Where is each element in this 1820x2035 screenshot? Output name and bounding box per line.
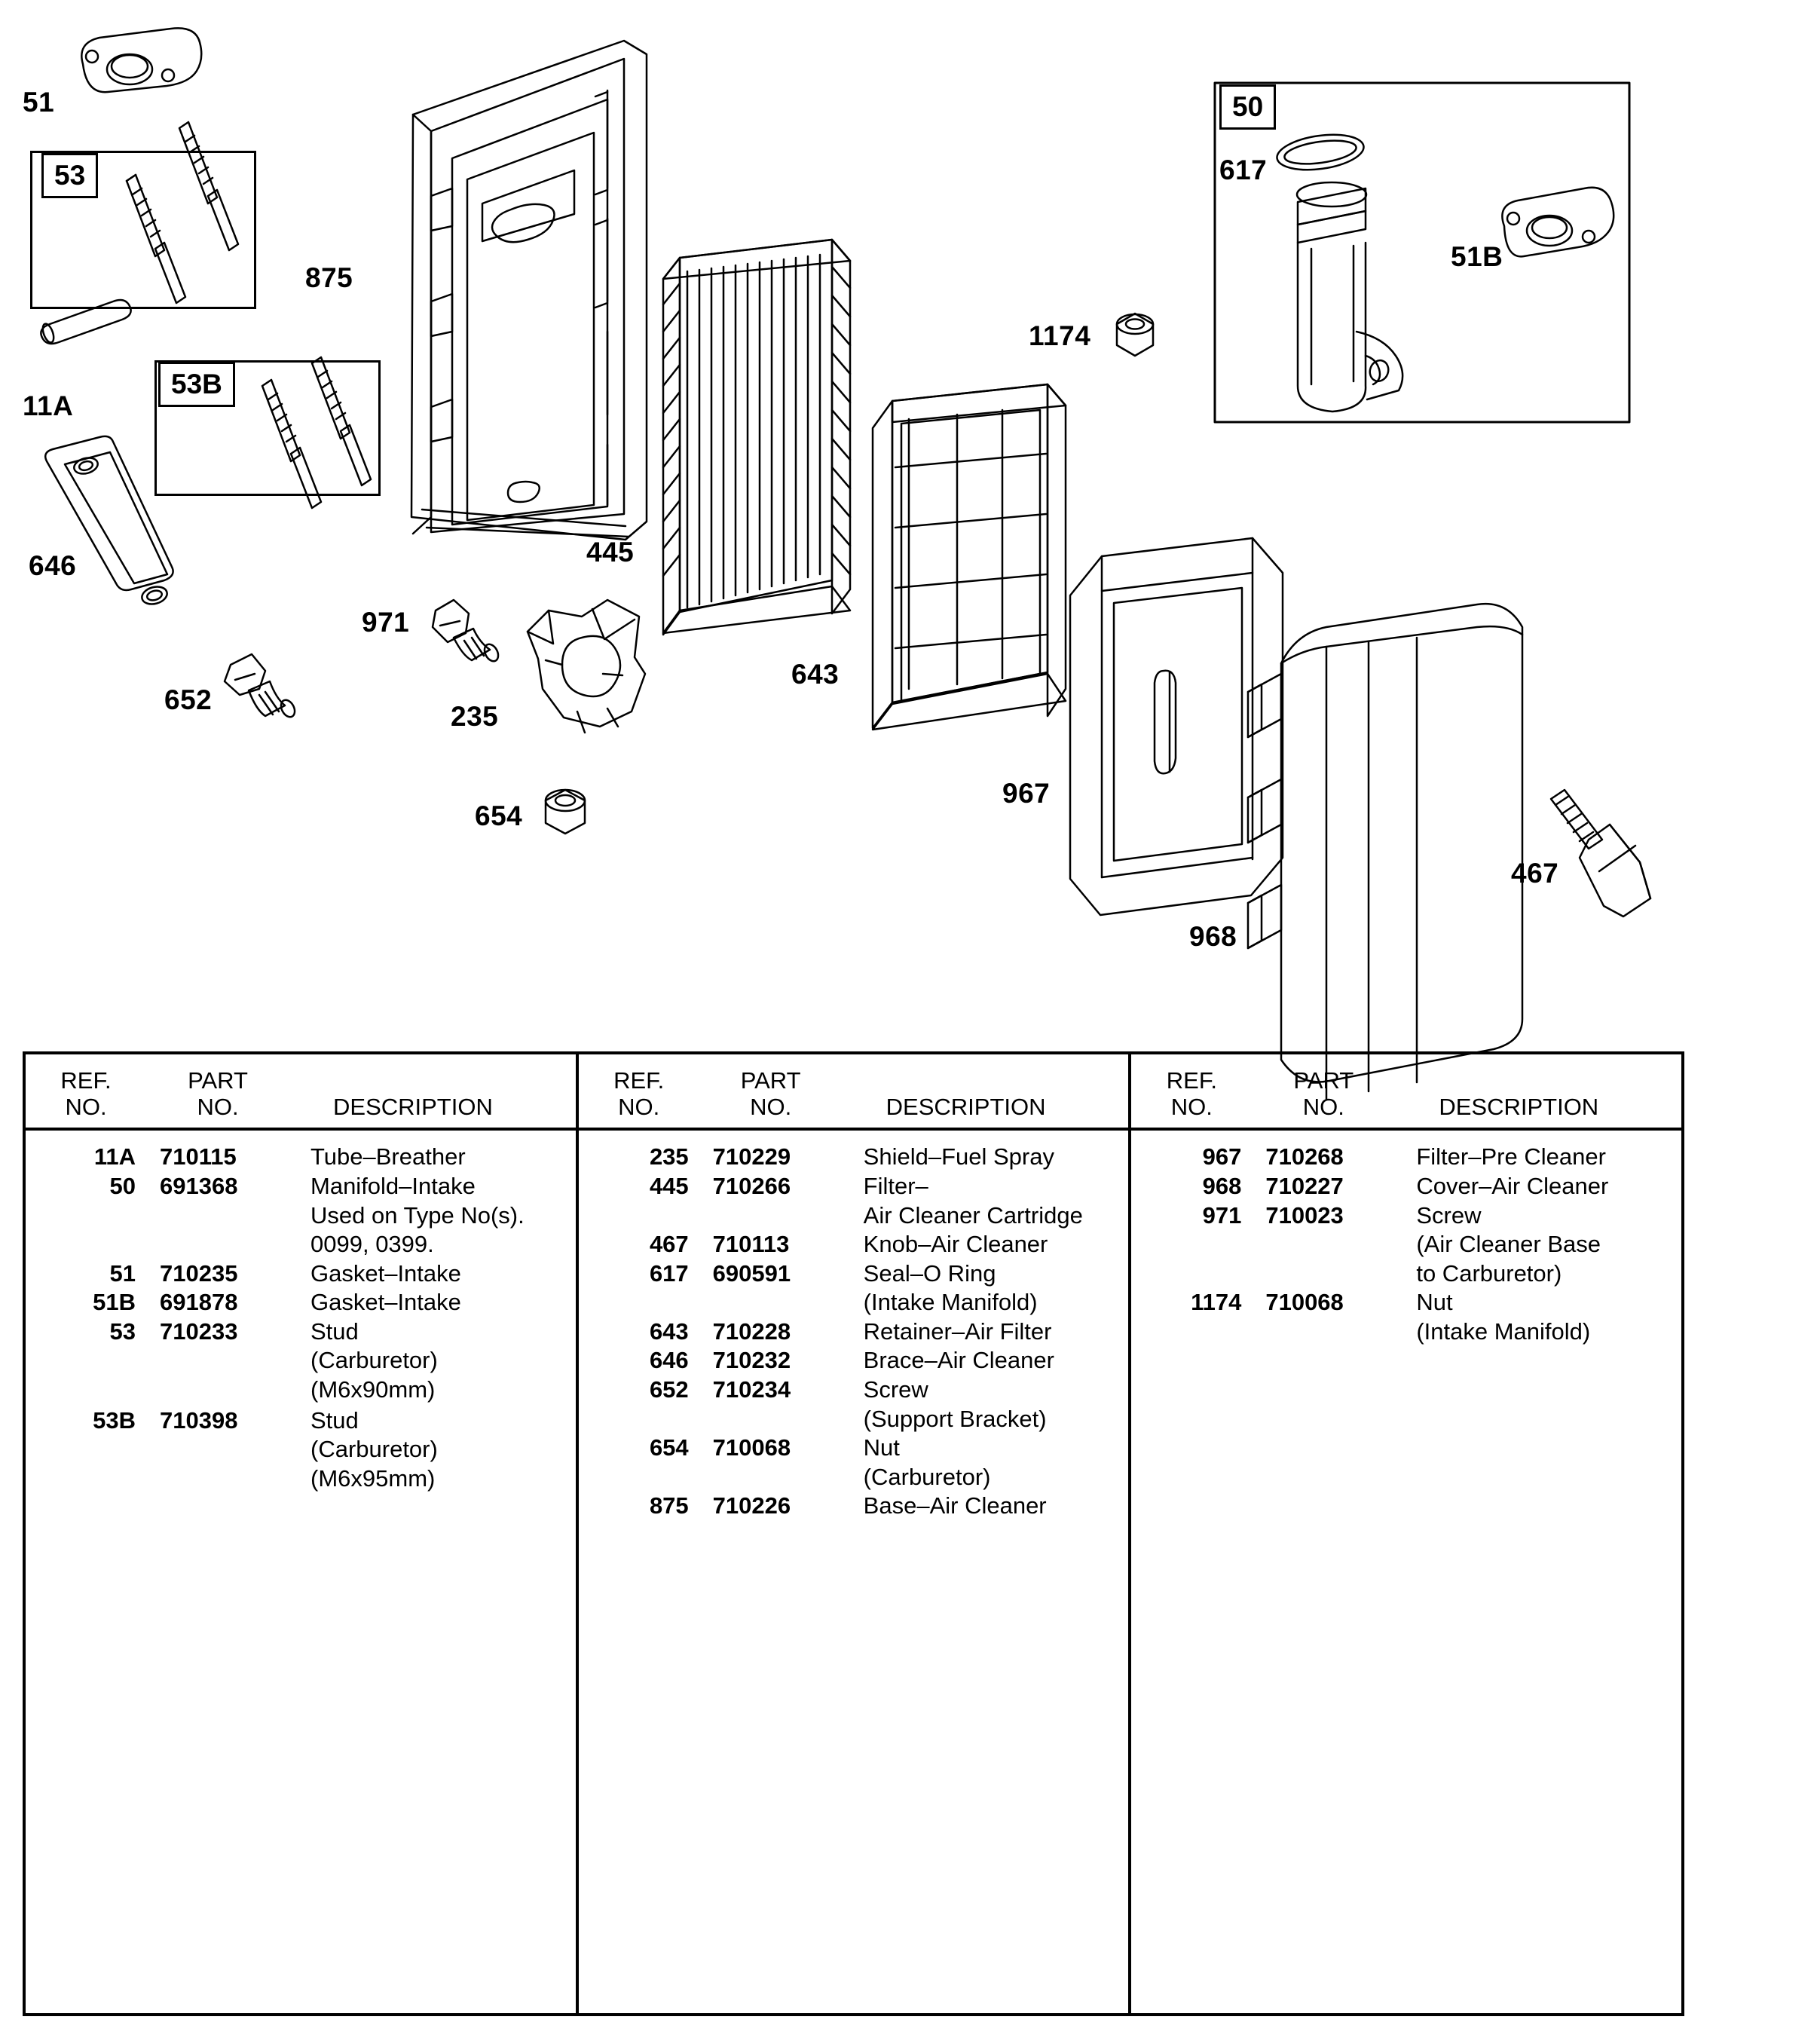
row-part: 710113	[712, 1231, 790, 1258]
row-ref: 617	[649, 1259, 689, 1287]
row-desc: (Air Cleaner Base	[1416, 1231, 1601, 1258]
row-ref	[26, 1347, 146, 1375]
part-967-filter-pre-cleaner	[1070, 538, 1283, 915]
header-part-line2: NO.	[1302, 1093, 1344, 1120]
part-467-knob-air-cleaner	[1551, 790, 1650, 917]
row-desc: Screw	[863, 1376, 928, 1403]
table-row	[26, 1406, 576, 1436]
row-ref: 1174	[1191, 1289, 1242, 1316]
row-ref: 467	[649, 1231, 689, 1258]
header-part-line1: PART	[740, 1067, 801, 1094]
row-desc: Cover–Air Cleaner	[1416, 1173, 1609, 1200]
callout-445: 445	[586, 537, 635, 568]
row-part: 691368	[160, 1173, 238, 1200]
table-row	[1131, 1172, 1681, 1201]
row-desc: (M6x90mm)	[310, 1376, 436, 1403]
part-971-screw	[433, 600, 501, 663]
column-rows	[26, 1131, 576, 1493]
row-desc: (Carburetor)	[863, 1463, 991, 1490]
row-part: 710023	[1265, 1201, 1344, 1229]
parts-column-3	[1128, 1054, 1681, 2013]
callout-617: 617	[1219, 155, 1268, 185]
callout-50: 50	[1219, 84, 1276, 130]
row-part: 710235	[160, 1259, 238, 1287]
row-desc: Retainer–Air Filter	[863, 1317, 1052, 1345]
table-row	[26, 1346, 576, 1376]
table-row	[1131, 1259, 1681, 1289]
callout-1174: 1174	[1029, 320, 1091, 351]
callout-467: 467	[1511, 858, 1559, 889]
table-row	[579, 1463, 1129, 1492]
table-row	[26, 1143, 576, 1172]
row-ref: 968	[1202, 1173, 1242, 1200]
row-part	[699, 1406, 843, 1434]
row-desc: (Intake Manifold)	[863, 1289, 1038, 1316]
row-part: 691878	[160, 1289, 238, 1316]
row-ref: 967	[1202, 1143, 1242, 1171]
table-row	[26, 1230, 576, 1259]
row-ref	[1131, 1231, 1252, 1259]
row-ref	[579, 1464, 699, 1492]
table-row	[26, 1376, 576, 1405]
callout-968: 968	[1189, 921, 1237, 952]
row-ref	[26, 1465, 146, 1493]
header-ref-no	[1131, 1068, 1252, 1120]
row-ref	[579, 1406, 699, 1434]
row-desc: 0099, 0399.	[310, 1231, 434, 1258]
header-ref-line2: NO.	[65, 1093, 107, 1120]
callout-235: 235	[451, 701, 499, 732]
part-875-base-air-cleaner	[411, 41, 647, 540]
header-part-no	[699, 1068, 843, 1120]
parts-list-table	[23, 1051, 1684, 2016]
header-part-line1: PART	[188, 1067, 248, 1094]
row-part	[699, 1464, 843, 1492]
row-ref	[1131, 1318, 1252, 1346]
table-row	[1131, 1201, 1681, 1231]
row-ref: 646	[649, 1347, 689, 1374]
row-desc: Tube–Breather	[310, 1143, 466, 1171]
column-rows	[579, 1131, 1129, 1521]
row-part: 710115	[160, 1143, 237, 1171]
part-1174-nut	[1117, 314, 1153, 356]
table-row	[579, 1376, 1129, 1405]
row-desc: Air Cleaner Cartridge	[863, 1201, 1083, 1229]
table-row	[26, 1464, 576, 1494]
column-header	[1131, 1054, 1681, 1131]
row-part: 710233	[160, 1317, 238, 1345]
callout-971: 971	[362, 607, 410, 638]
table-row	[579, 1434, 1129, 1463]
table-row	[1131, 1317, 1681, 1347]
row-desc: (Carburetor)	[310, 1347, 438, 1374]
row-part	[146, 1436, 289, 1464]
table-row	[579, 1405, 1129, 1434]
callout-643: 643	[791, 659, 840, 690]
row-part: 710268	[1265, 1143, 1344, 1171]
table-row	[26, 1317, 576, 1347]
row-desc: Screw	[1416, 1201, 1482, 1229]
row-ref	[26, 1202, 146, 1230]
row-ref: 971	[1202, 1201, 1242, 1229]
table-row	[1131, 1288, 1681, 1317]
table-row	[579, 1259, 1129, 1289]
row-desc: Shield–Fuel Spray	[863, 1143, 1054, 1171]
row-part	[699, 1289, 843, 1317]
row-part	[146, 1202, 289, 1230]
callout-654: 654	[475, 800, 523, 831]
callout-51B: 51B	[1451, 241, 1503, 272]
header-ref-line2: NO.	[618, 1093, 660, 1120]
table-row	[26, 1201, 576, 1231]
table-row	[1131, 1230, 1681, 1259]
row-desc: (Intake Manifold)	[1416, 1317, 1591, 1345]
header-ref-line1: REF.	[1166, 1067, 1217, 1094]
row-part: 710227	[1265, 1173, 1344, 1200]
row-ref: 652	[649, 1376, 689, 1403]
header-part-no	[1252, 1068, 1395, 1120]
row-desc: Base–Air Cleaner	[863, 1492, 1047, 1519]
row-ref: 11A	[93, 1143, 136, 1171]
row-ref	[26, 1436, 146, 1464]
table-row	[26, 1259, 576, 1289]
column-header	[579, 1054, 1129, 1131]
row-desc: Gasket–Intake	[310, 1289, 461, 1316]
row-ref: 875	[649, 1492, 689, 1519]
header-description: DESCRIPTION	[1439, 1093, 1599, 1120]
table-row	[26, 1435, 576, 1464]
callout-875: 875	[305, 262, 353, 293]
row-ref	[579, 1202, 699, 1230]
row-part	[1252, 1260, 1395, 1288]
row-desc: Filter–	[863, 1173, 928, 1200]
row-part: 710068	[712, 1434, 791, 1461]
row-desc: Seal–O Ring	[863, 1259, 996, 1287]
row-ref: 53	[109, 1317, 136, 1345]
part-445-filter-cartridge	[663, 240, 850, 635]
table-row	[579, 1230, 1129, 1259]
row-ref: 445	[649, 1173, 689, 1200]
header-description: DESCRIPTION	[333, 1093, 493, 1120]
header-ref-no	[579, 1068, 699, 1120]
header-part-no	[146, 1068, 289, 1120]
row-desc: Nut	[1416, 1289, 1453, 1316]
row-desc: Stud	[310, 1406, 359, 1434]
row-ref: 235	[649, 1143, 689, 1171]
row-ref: 654	[649, 1434, 689, 1461]
row-part: 710266	[712, 1173, 791, 1200]
row-desc: Filter–Pre Cleaner	[1416, 1143, 1606, 1171]
row-part: 710234	[712, 1376, 791, 1403]
row-part: 710068	[1265, 1289, 1344, 1316]
row-desc: (Support Bracket)	[863, 1405, 1047, 1432]
row-desc: (Carburetor)	[310, 1436, 438, 1463]
row-part	[146, 1465, 289, 1493]
table-row	[579, 1172, 1129, 1201]
row-part: 710398	[160, 1406, 238, 1434]
row-ref: 51B	[93, 1289, 136, 1316]
parts-column-1	[26, 1054, 576, 2013]
callout-967: 967	[1002, 778, 1051, 809]
header-part-line2: NO.	[197, 1093, 239, 1120]
row-part	[1252, 1318, 1395, 1346]
parts-column-2	[576, 1054, 1129, 2013]
row-desc: to Carburetor)	[1416, 1259, 1562, 1287]
row-part	[146, 1376, 289, 1404]
row-part: 710232	[712, 1347, 791, 1374]
row-part	[699, 1202, 843, 1230]
row-part	[146, 1347, 289, 1375]
row-part: 710226	[712, 1492, 791, 1519]
callout-646: 646	[29, 550, 77, 581]
part-235-shield-fuel-spray	[528, 600, 645, 733]
column-header	[26, 1054, 576, 1131]
callout-652: 652	[164, 684, 213, 715]
row-desc: (M6x95mm)	[310, 1464, 436, 1492]
row-ref: 50	[109, 1173, 136, 1200]
part-643-retainer-air-filter	[873, 384, 1066, 730]
part-654-nut	[546, 790, 585, 834]
callout-11A: 11A	[23, 390, 74, 421]
column-rows	[1131, 1131, 1681, 1346]
table-row	[579, 1143, 1129, 1172]
row-ref	[26, 1231, 146, 1259]
header-ref-no	[26, 1068, 146, 1120]
header-part-line1: PART	[1293, 1067, 1354, 1094]
table-row	[1131, 1143, 1681, 1172]
part-968-cover-air-cleaner	[1248, 604, 1522, 1099]
row-ref: 643	[649, 1317, 689, 1345]
header-description: DESCRIPTION	[886, 1093, 1046, 1120]
row-part: 690591	[712, 1259, 791, 1287]
table-row	[579, 1201, 1129, 1231]
callout-51: 51	[23, 87, 55, 118]
row-part	[1252, 1231, 1395, 1259]
table-row	[579, 1317, 1129, 1347]
part-652-screw	[225, 654, 298, 719]
table-row	[26, 1172, 576, 1201]
row-desc: Used on Type No(s).	[310, 1201, 525, 1229]
callout-53: 53	[41, 153, 98, 198]
table-row	[579, 1492, 1129, 1521]
row-ref	[1131, 1260, 1252, 1288]
header-ref-line1: REF.	[613, 1067, 665, 1094]
row-part	[146, 1231, 289, 1259]
row-desc: Manifold–Intake	[310, 1173, 476, 1200]
row-desc: Gasket–Intake	[310, 1259, 461, 1287]
header-part-line2: NO.	[750, 1093, 792, 1120]
header-ref-line1: REF.	[60, 1067, 112, 1094]
row-desc: Brace–Air Cleaner	[863, 1347, 1054, 1374]
row-ref: 53B	[93, 1406, 136, 1434]
inset-intake-manifold	[1215, 83, 1629, 422]
row-part: 710229	[712, 1143, 791, 1171]
row-ref	[26, 1376, 146, 1404]
table-row	[579, 1346, 1129, 1376]
part-51-gasket-intake	[81, 28, 201, 92]
header-ref-line2: NO.	[1170, 1093, 1213, 1120]
table-row	[26, 1288, 576, 1317]
row-desc: Nut	[863, 1434, 900, 1461]
row-desc: Stud	[310, 1317, 359, 1345]
row-desc: Knob–Air Cleaner	[863, 1231, 1048, 1258]
row-ref: 51	[109, 1259, 136, 1287]
row-part: 710228	[712, 1317, 791, 1345]
row-ref	[579, 1289, 699, 1317]
table-row	[579, 1288, 1129, 1317]
callout-53B: 53B	[158, 362, 235, 407]
